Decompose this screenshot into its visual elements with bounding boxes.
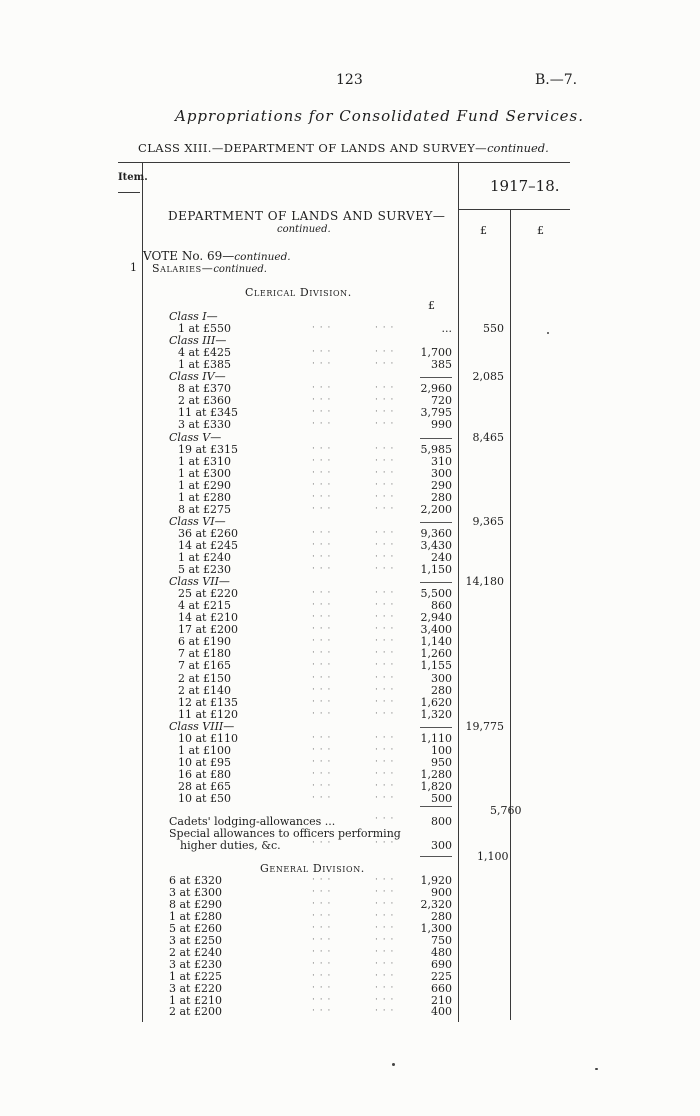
leader-dots: · · · bbox=[312, 769, 332, 779]
subtotal-rule bbox=[420, 806, 452, 807]
leader-dots: · · · bbox=[375, 612, 395, 622]
leader-dots: · · · bbox=[375, 733, 395, 743]
row-label: Class I— bbox=[169, 310, 218, 323]
leader-dots: · · · bbox=[375, 323, 395, 333]
leader-dots: · · · bbox=[375, 600, 395, 610]
salary-row bbox=[0, 793, 700, 805]
leader-dots: · · · bbox=[312, 923, 332, 933]
row-amount: 385 bbox=[431, 358, 452, 371]
cadets-label: Cadets' lodging-allowances ... bbox=[169, 815, 336, 828]
row-subtotal: 8,465 bbox=[472, 431, 504, 444]
row-label: 2 at £360 bbox=[178, 394, 231, 407]
class-heading-row bbox=[0, 371, 700, 383]
row-amount: 1,320 bbox=[420, 708, 452, 721]
salary-row bbox=[0, 480, 700, 492]
salary-row bbox=[0, 733, 700, 745]
subtotal-rule bbox=[420, 377, 452, 378]
row-amount: 720 bbox=[431, 394, 452, 407]
salary-row bbox=[0, 624, 700, 636]
leader-dots: · · · bbox=[375, 444, 395, 454]
leader-dots: · · · bbox=[312, 588, 332, 598]
leader-dots: · · · bbox=[375, 419, 395, 429]
leader-dots: · · · bbox=[312, 504, 332, 514]
salary-row bbox=[0, 757, 700, 769]
salary-row bbox=[0, 347, 700, 359]
row-amount: 1,155 bbox=[420, 659, 452, 672]
row-label: 1 at £280 bbox=[169, 910, 222, 923]
row-label: 1 at £290 bbox=[178, 479, 231, 492]
leader-dots: · · · bbox=[375, 383, 395, 393]
leader-dots: · · · bbox=[312, 673, 332, 683]
leader-dots: · · · bbox=[375, 395, 395, 405]
row-label: Class IV— bbox=[169, 370, 226, 383]
leader-dots: · · · bbox=[312, 456, 332, 466]
salaries-line bbox=[152, 262, 267, 275]
salary-row bbox=[0, 875, 700, 887]
leader-dots: · · · bbox=[312, 600, 332, 610]
row-amount: 280 bbox=[431, 684, 452, 697]
leader-dots: · · · bbox=[375, 504, 395, 514]
row-amount: 280 bbox=[431, 910, 452, 923]
row-label: 1 at £240 bbox=[178, 551, 231, 564]
print-speck bbox=[392, 1063, 395, 1066]
row-amount: 480 bbox=[431, 946, 452, 959]
department-title: DEPARTMENT OF LANDS AND SURVEY— bbox=[168, 209, 446, 223]
row-amount: 2,320 bbox=[420, 898, 452, 911]
row-amount: 690 bbox=[431, 958, 452, 971]
leader-dots: · · · bbox=[312, 959, 332, 969]
salary-row bbox=[0, 947, 700, 959]
leader-dots: · · · bbox=[312, 395, 332, 405]
row-label: 1 at £210 bbox=[169, 994, 222, 1007]
leader-dots: · · · bbox=[312, 419, 332, 429]
leader-dots: · · · bbox=[312, 540, 332, 550]
salary-row bbox=[0, 600, 700, 612]
row-label: 1 at £280 bbox=[178, 491, 231, 504]
row-label: 10 at £50 bbox=[178, 792, 231, 805]
row-label: 28 at £65 bbox=[178, 780, 231, 793]
leader-dots: · · · bbox=[312, 947, 332, 957]
row-label: 2 at £240 bbox=[169, 946, 222, 959]
subtotal-rule bbox=[420, 522, 452, 523]
leader-dots: · · · bbox=[312, 1006, 332, 1016]
print-speck bbox=[595, 1068, 598, 1070]
row-label: 12 at £135 bbox=[178, 696, 238, 709]
leader-dots: · · · bbox=[312, 935, 332, 945]
leader-dots: · · · bbox=[312, 407, 332, 417]
salary-row bbox=[0, 673, 700, 685]
leader-dots: · · · bbox=[375, 660, 395, 670]
leader-dots: · · · bbox=[312, 875, 332, 885]
leader-dots: · · · bbox=[312, 660, 332, 670]
row-label: 16 at £80 bbox=[178, 768, 231, 781]
allowances-subtotal: 1,100 bbox=[477, 850, 509, 863]
salary-row bbox=[0, 383, 700, 395]
leader-dots: · · · bbox=[312, 697, 332, 707]
leader-dots: · · · bbox=[312, 359, 332, 369]
row-label: 25 at £220 bbox=[178, 587, 238, 600]
row-amount: 1,300 bbox=[420, 922, 452, 935]
item-header-rule bbox=[118, 192, 140, 193]
department-continued: continued. bbox=[277, 224, 331, 235]
leader-dots: · · · bbox=[375, 923, 395, 933]
row-label: 3 at £220 bbox=[169, 982, 222, 995]
special-dots-1: · · · bbox=[312, 838, 332, 848]
leader-dots: · · · bbox=[375, 359, 395, 369]
leader-dots: · · · bbox=[312, 323, 332, 333]
leader-dots: · · · bbox=[375, 757, 395, 767]
row-subtotal: 2,085 bbox=[472, 370, 504, 383]
row-label: 3 at £330 bbox=[178, 418, 231, 431]
leader-dots: · · · bbox=[375, 347, 395, 357]
leader-dots: · · · bbox=[375, 540, 395, 550]
row-label: 1 at £385 bbox=[178, 358, 231, 371]
leader-dots: · · · bbox=[375, 407, 395, 417]
leader-dots: · · · bbox=[375, 564, 395, 574]
salary-row bbox=[0, 612, 700, 624]
leader-dots: · · · bbox=[375, 624, 395, 634]
cadets-dots: · · · bbox=[375, 814, 395, 824]
row-amount: 1,820 bbox=[420, 780, 452, 793]
salary-row bbox=[0, 685, 700, 697]
special-dots-2: · · · bbox=[375, 838, 395, 848]
leader-dots: · · · bbox=[375, 492, 395, 502]
leader-dots: · · · bbox=[312, 624, 332, 634]
row-amount: 1,140 bbox=[420, 635, 452, 648]
page-heading: Appropriations for Consolidated Fund Services. bbox=[175, 107, 585, 125]
leader-dots: · · · bbox=[312, 887, 332, 897]
row-subtotal: 14,180 bbox=[465, 575, 504, 588]
row-label: 3 at £230 bbox=[169, 958, 222, 971]
class-heading-row bbox=[0, 432, 700, 444]
item-column-header: Item. bbox=[118, 172, 148, 183]
salary-row bbox=[0, 660, 700, 672]
salary-row bbox=[0, 983, 700, 995]
leader-dots: · · · bbox=[375, 887, 395, 897]
row-label: Class III— bbox=[169, 334, 227, 347]
leader-dots: · · · bbox=[375, 935, 395, 945]
leader-dots: · · · bbox=[312, 745, 332, 755]
row-label: Class V— bbox=[169, 431, 222, 444]
special-allowances-amount: 300 bbox=[431, 839, 452, 852]
leader-dots: · · · bbox=[375, 685, 395, 695]
print-speck bbox=[547, 332, 549, 334]
row-amount: 2,200 bbox=[420, 503, 452, 516]
row-amount: 3,430 bbox=[420, 539, 452, 552]
salary-row bbox=[0, 552, 700, 564]
row-amount: 1,920 bbox=[420, 874, 452, 887]
leader-dots: · · · bbox=[375, 745, 395, 755]
row-amount: 3,400 bbox=[420, 623, 452, 636]
row-label: 5 at £260 bbox=[169, 922, 222, 935]
leader-dots: · · · bbox=[312, 983, 332, 993]
allowances-rule bbox=[420, 856, 452, 857]
salaries-label: Salaries— bbox=[152, 262, 214, 275]
row-label: Class VIII— bbox=[169, 720, 235, 733]
leader-dots: · · · bbox=[375, 456, 395, 466]
salary-row bbox=[0, 407, 700, 419]
row-label: 11 at £120 bbox=[178, 708, 238, 721]
row-label: 7 at £165 bbox=[178, 659, 231, 672]
class-heading-row bbox=[0, 576, 700, 588]
leader-dots: · · · bbox=[375, 793, 395, 803]
salary-row bbox=[0, 899, 700, 911]
row-label: 2 at £200 bbox=[169, 1005, 222, 1018]
subtotal-rule bbox=[420, 438, 452, 439]
leader-dots: · · · bbox=[375, 911, 395, 921]
leader-dots: · · · bbox=[312, 480, 332, 490]
row-label: Class VII— bbox=[169, 575, 230, 588]
row-amount: 1,620 bbox=[420, 696, 452, 709]
salary-row bbox=[0, 359, 700, 371]
salary-row bbox=[0, 971, 700, 983]
clerical-pound-header: £ bbox=[428, 299, 435, 312]
leader-dots: · · · bbox=[375, 528, 395, 538]
salary-row bbox=[0, 395, 700, 407]
salary-row bbox=[0, 468, 700, 480]
row-label: 3 at £300 bbox=[169, 886, 222, 899]
leader-dots: · · · bbox=[375, 947, 395, 957]
row-label: 4 at £425 bbox=[178, 346, 231, 359]
leader-dots: · · · bbox=[312, 793, 332, 803]
leader-dots: · · · bbox=[375, 1006, 395, 1016]
salary-row bbox=[0, 709, 700, 721]
leader-dots: · · · bbox=[312, 552, 332, 562]
row-amount: 5,500 bbox=[420, 587, 452, 600]
row-label: 7 at £180 bbox=[178, 647, 231, 660]
row-amount: 9,360 bbox=[420, 527, 452, 540]
row-amount: 100 bbox=[431, 744, 452, 757]
row-amount: 1,280 bbox=[420, 768, 452, 781]
salary-row bbox=[0, 588, 700, 600]
class-heading-row bbox=[0, 311, 700, 323]
salary-row bbox=[0, 504, 700, 516]
class-heading-row bbox=[0, 335, 700, 347]
salary-row bbox=[0, 648, 700, 660]
leader-dots: · · · bbox=[312, 971, 332, 981]
leader-dots: · · · bbox=[312, 911, 332, 921]
row-amount: 300 bbox=[431, 467, 452, 480]
leader-dots: · · · bbox=[375, 468, 395, 478]
row-label: 8 at £290 bbox=[169, 898, 222, 911]
leader-dots: · · · bbox=[312, 733, 332, 743]
row-label: 5 at £230 bbox=[178, 563, 231, 576]
special-allowances-label-cont: higher duties, &c. bbox=[180, 839, 281, 852]
special-allowances-label: Special allowances to officers performing bbox=[169, 827, 401, 840]
vote-line bbox=[143, 249, 291, 263]
row-label: 10 at £95 bbox=[178, 756, 231, 769]
leader-dots: · · · bbox=[312, 564, 332, 574]
row-label: 8 at £275 bbox=[178, 503, 231, 516]
leader-dots: · · · bbox=[375, 480, 395, 490]
row-label: 17 at £200 bbox=[178, 623, 238, 636]
salary-row bbox=[0, 444, 700, 456]
row-amount: 300 bbox=[431, 672, 452, 685]
page-number: 123 bbox=[336, 72, 363, 88]
leader-dots: · · · bbox=[375, 875, 395, 885]
leader-dots: · · · bbox=[312, 781, 332, 791]
row-amount: 3,795 bbox=[420, 406, 452, 419]
row-amount: 1,260 bbox=[420, 647, 452, 660]
row-amount: ... bbox=[441, 322, 452, 335]
row-label: 14 at £210 bbox=[178, 611, 238, 624]
row-amount: 290 bbox=[431, 479, 452, 492]
row-subtotal: 9,365 bbox=[472, 515, 504, 528]
leader-dots: · · · bbox=[312, 685, 332, 695]
leader-dots: · · · bbox=[312, 383, 332, 393]
vote-continued: continued. bbox=[234, 251, 291, 263]
salary-row bbox=[0, 419, 700, 431]
row-amount: 5,985 bbox=[420, 443, 452, 456]
leader-dots: · · · bbox=[312, 757, 332, 767]
leader-dots: · · · bbox=[312, 612, 332, 622]
row-amount: 225 bbox=[431, 970, 452, 983]
leader-dots: · · · bbox=[312, 899, 332, 909]
general-division-heading: General Division. bbox=[260, 862, 365, 875]
clerical-division-heading: Clerical Division. bbox=[245, 286, 352, 299]
year-header-rule bbox=[458, 209, 570, 210]
row-label: 1 at £310 bbox=[178, 455, 231, 468]
row-label: 2 at £140 bbox=[178, 684, 231, 697]
row-label: 36 at £260 bbox=[178, 527, 238, 540]
class-heading-row bbox=[0, 721, 700, 733]
leader-dots: · · · bbox=[375, 709, 395, 719]
table-top-rule bbox=[118, 162, 570, 163]
salary-row bbox=[0, 781, 700, 793]
row-amount: 660 bbox=[431, 982, 452, 995]
row-amount: 1,150 bbox=[420, 563, 452, 576]
row-amount: 400 bbox=[431, 1005, 452, 1018]
leader-dots: · · · bbox=[312, 468, 332, 478]
leader-dots: · · · bbox=[312, 347, 332, 357]
row-amount: 950 bbox=[431, 756, 452, 769]
row-label: 11 at £345 bbox=[178, 406, 238, 419]
class-title-continued: continued. bbox=[487, 141, 549, 155]
row-label: 4 at £215 bbox=[178, 599, 231, 612]
document-reference: B.—7. bbox=[535, 72, 578, 88]
salary-row bbox=[0, 636, 700, 648]
year-column-header: 1917–18. bbox=[490, 177, 560, 195]
leader-dots: · · · bbox=[375, 971, 395, 981]
row-amount: 2,960 bbox=[420, 382, 452, 395]
leader-dots: · · · bbox=[375, 636, 395, 646]
salary-row bbox=[0, 1006, 700, 1018]
row-amount: 2,940 bbox=[420, 611, 452, 624]
salary-row bbox=[0, 492, 700, 504]
salary-row bbox=[0, 769, 700, 781]
subtotal-rule bbox=[420, 727, 452, 728]
leader-dots: · · · bbox=[375, 552, 395, 562]
pound-header-total: £ bbox=[537, 224, 544, 237]
row-label: 1 at £300 bbox=[178, 467, 231, 480]
leader-dots: · · · bbox=[375, 995, 395, 1005]
class-title bbox=[138, 141, 549, 155]
row-amount: 500 bbox=[431, 792, 452, 805]
leader-dots: · · · bbox=[375, 899, 395, 909]
salary-row bbox=[0, 935, 700, 947]
row-label: Class VI— bbox=[169, 515, 226, 528]
row-subtotal: 19,775 bbox=[465, 720, 504, 733]
row-label: 2 at £150 bbox=[178, 672, 231, 685]
row-amount: 1,700 bbox=[420, 346, 452, 359]
vote-label: VOTE No. 69— bbox=[143, 249, 235, 263]
leader-dots: · · · bbox=[375, 673, 395, 683]
pound-header-subtotal: £ bbox=[480, 224, 487, 237]
leader-dots: · · · bbox=[312, 648, 332, 658]
row-label: 1 at £550 bbox=[178, 322, 231, 335]
leader-dots: · · · bbox=[375, 697, 395, 707]
row-amount: 210 bbox=[431, 994, 452, 1007]
salary-row bbox=[0, 697, 700, 709]
row-label: 1 at £100 bbox=[178, 744, 231, 757]
class-heading-row bbox=[0, 516, 700, 528]
salary-row bbox=[0, 456, 700, 468]
row-amount: 280 bbox=[431, 491, 452, 504]
row-amount: 1,110 bbox=[420, 732, 452, 745]
row-label: 8 at £370 bbox=[178, 382, 231, 395]
salary-row bbox=[0, 745, 700, 757]
salary-row bbox=[0, 887, 700, 899]
leader-dots: · · · bbox=[312, 492, 332, 502]
item-number: 1 bbox=[130, 261, 137, 274]
cadets-amount: 800 bbox=[431, 815, 452, 828]
row-label: 19 at £315 bbox=[178, 443, 238, 456]
salaries-continued: continued. bbox=[213, 264, 267, 275]
row-label: 10 at £110 bbox=[178, 732, 238, 745]
salary-row bbox=[0, 528, 700, 540]
row-amount: 750 bbox=[431, 934, 452, 947]
leader-dots: · · · bbox=[375, 648, 395, 658]
leader-dots: · · · bbox=[375, 769, 395, 779]
row-amount: 900 bbox=[431, 886, 452, 899]
salary-row bbox=[0, 323, 700, 335]
salary-row bbox=[0, 959, 700, 971]
row-subtotal: 550 bbox=[483, 322, 504, 335]
leader-dots: · · · bbox=[312, 528, 332, 538]
row-label: 6 at £320 bbox=[169, 874, 222, 887]
row-amount: 860 bbox=[431, 599, 452, 612]
salary-row bbox=[0, 564, 700, 576]
salary-row bbox=[0, 923, 700, 935]
leader-dots: · · · bbox=[375, 959, 395, 969]
subtotal-rule bbox=[420, 582, 452, 583]
row-amount: 310 bbox=[431, 455, 452, 468]
row-label: 3 at £250 bbox=[169, 934, 222, 947]
leader-dots: · · · bbox=[312, 444, 332, 454]
leader-dots: · · · bbox=[312, 995, 332, 1005]
class-viii-subtotal: 5,760 bbox=[490, 804, 522, 817]
row-label: 1 at £225 bbox=[169, 970, 222, 983]
leader-dots: · · · bbox=[312, 709, 332, 719]
salary-row bbox=[0, 540, 700, 552]
row-amount: 990 bbox=[431, 418, 452, 431]
leader-dots: · · · bbox=[312, 636, 332, 646]
leader-dots: · · · bbox=[375, 588, 395, 598]
leader-dots: · · · bbox=[375, 781, 395, 791]
row-amount: 240 bbox=[431, 551, 452, 564]
row-label: 14 at £245 bbox=[178, 539, 238, 552]
class-title-main: CLASS XIII.—DEPARTMENT OF LANDS AND SURVEY— bbox=[138, 141, 488, 155]
leader-dots: · · · bbox=[375, 983, 395, 993]
row-label: 6 at £190 bbox=[178, 635, 231, 648]
salary-row bbox=[0, 911, 700, 923]
